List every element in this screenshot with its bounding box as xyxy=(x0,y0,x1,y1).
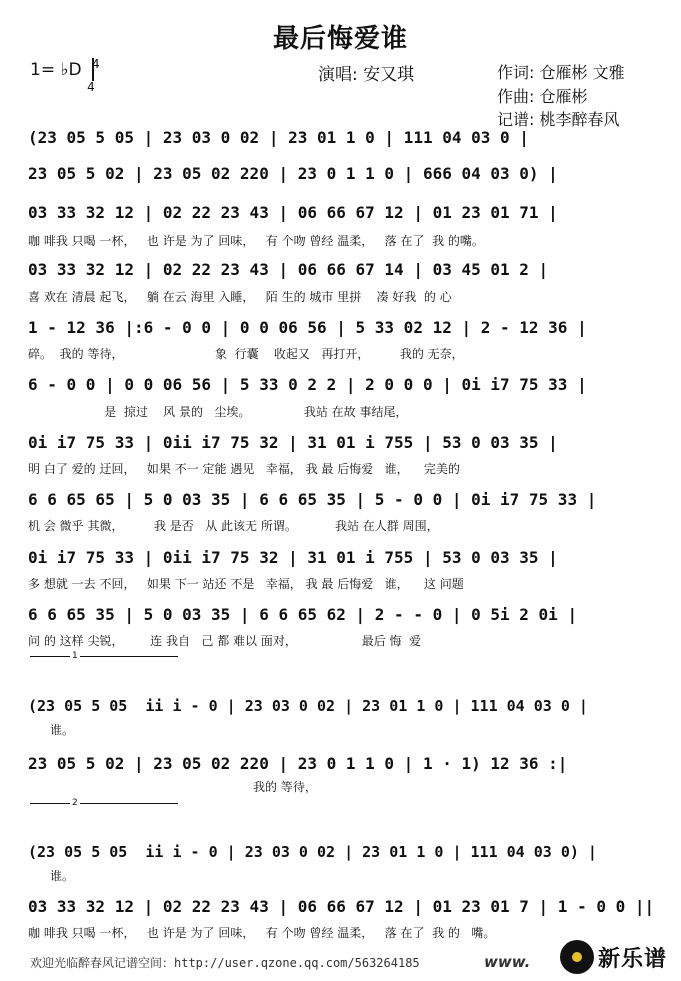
lyric-row-6: 是 掠过 风 景的 尘埃。 我站 在故 事结尾， xyxy=(28,405,408,419)
score-row-3: 03 33 32 12 | 02 22 23 43 | 06 66 67 12 | 01 23 01 71 | xyxy=(28,203,558,222)
site-logo xyxy=(560,937,678,977)
time-signature xyxy=(86,57,100,94)
song-title: 最后悔爱谁 xyxy=(272,24,408,54)
score-row-9: 0i i7 75 33 | 0ii i7 75 32 | 31 01 i 755 | 53 0 03 35 | xyxy=(28,548,558,567)
footer-site-prefix: www. xyxy=(484,953,531,971)
vinyl-disc-icon xyxy=(560,940,594,974)
score-row-6: 6 - 0 0 | 0 0 06 56 | 5 33 0 2 2 | 2 0 0 0 | 0i i7 75 33 | xyxy=(28,375,587,394)
first-ending-bracket xyxy=(30,651,178,665)
lyricist-credit: 作词: 仓雁彬 文雅 xyxy=(497,63,625,82)
time-bottom: 4 xyxy=(87,80,95,94)
key-signature: 1= ♭D xyxy=(30,60,82,80)
score-row-8: 6 6 65 65 | 5 0 03 35 | 6 6 65 35 | 5 - 0 0 | 0i i7 75 33 | xyxy=(28,490,597,509)
lyric-row-7: 明 白了 爱的 迂回， 如果 不一 定能 遇见 幸福， 我 最 后悔爱 谁， 完美的 xyxy=(28,462,460,476)
logo-text: 新乐谱 xyxy=(598,946,668,972)
second-ending-number: 2 xyxy=(72,798,78,808)
lyric-row-4: 喜 欢在 清晨 起飞， 躺 在云 海里 入睡， 陌 生的 城市 里拼 凑 好我 的 心 xyxy=(28,290,452,304)
score-row-1: (23 05 5 05 | 23 03 0 02 | 23 01 1 0 | 111 04 03 0 | xyxy=(28,128,529,147)
transcriber-credit: 记谱: 桃李醉春风 xyxy=(497,110,620,129)
lyric-row-12: 我的 等待， xyxy=(28,780,317,794)
second-ending-bracket xyxy=(30,798,178,812)
composer-credit: 作曲: 仓雁彬 xyxy=(497,87,588,106)
footer-link-text: 欢迎光临醉春风记谱空间：http://user.qzone.qq.com/563264185 xyxy=(30,956,420,970)
score-row-10: 6 6 65 35 | 5 0 03 35 | 6 6 65 62 | 2 - - 0 | 0 5i 2 0i | xyxy=(28,605,578,624)
score-row-7: 0i i7 75 33 | 0ii i7 75 32 | 31 01 i 755 | 53 0 03 35 | xyxy=(28,433,558,452)
first-ending-number: 1 xyxy=(72,651,78,661)
time-top: 4 xyxy=(92,58,94,81)
score-row-14: 03 33 32 12 | 02 22 23 43 | 06 66 67 12 | 01 23 01 7 | 1 - 0 0 || xyxy=(28,897,655,916)
lyric-row-8: 机 会 微乎 其微， 我 是否 从 此该无 所谓。 我站 在人群 周围， xyxy=(28,519,439,533)
score-row-13: (23 05 5 05 ii i - 0 | 23 03 0 02 | 23 01 1 0 | 111 04 03 0) | xyxy=(28,843,597,861)
score-row-11: (23 05 5 05 ii i - 0 | 23 03 0 02 | 23 01 1 0 | 111 04 03 0 | xyxy=(28,697,588,715)
lyric-row-10: 问 的 这样 尖锐， 连 我自 己 都 难以 面对， 最后 悔 爱 xyxy=(28,634,422,648)
lyric-row-3: 咖 啡我 只喝 一杯， 也 许是 为了 回味， 有 个吻 曾经 温柔， 落 在了 我 的嘴。 xyxy=(28,234,484,248)
score-row-12: 23 05 5 02 | 23 05 02 220 | 23 0 1 1 0 | 1 · 1) 12 36 :| xyxy=(28,754,568,773)
score-row-4: 03 33 32 12 | 02 22 23 43 | 06 66 67 14 | 03 45 01 2 | xyxy=(28,260,549,279)
singer-credit: 演唱: 安又琪 xyxy=(318,65,415,85)
lyric-row-5: 碎。 我的 等待， 象 行囊 收起又 再打开， 我的 无奈， xyxy=(28,347,464,361)
score-row-2: 23 05 5 02 | 23 05 02 220 | 23 0 1 1 0 | 666 04 03 0) | xyxy=(28,164,558,183)
lyric-row-9: 多 想就 一去 不回， 如果 下一 站还 不是 幸福， 我 最 后悔爱 谁， 这 问题 xyxy=(28,577,464,591)
score-row-5: 1 - 12 36 |:6 - 0 0 | 0 0 06 56 | 5 33 02 12 | 2 - 12 36 | xyxy=(28,318,587,337)
lyric-row-11: 谁。 xyxy=(50,723,75,737)
lyric-row-13: 谁。 xyxy=(50,869,75,883)
lyric-row-14: 咖 啡我 只喝 一杯， 也 许是 为了 回味， 有 个吻 曾经 温柔， 落 在了 我 的 嘴。 xyxy=(28,926,496,940)
